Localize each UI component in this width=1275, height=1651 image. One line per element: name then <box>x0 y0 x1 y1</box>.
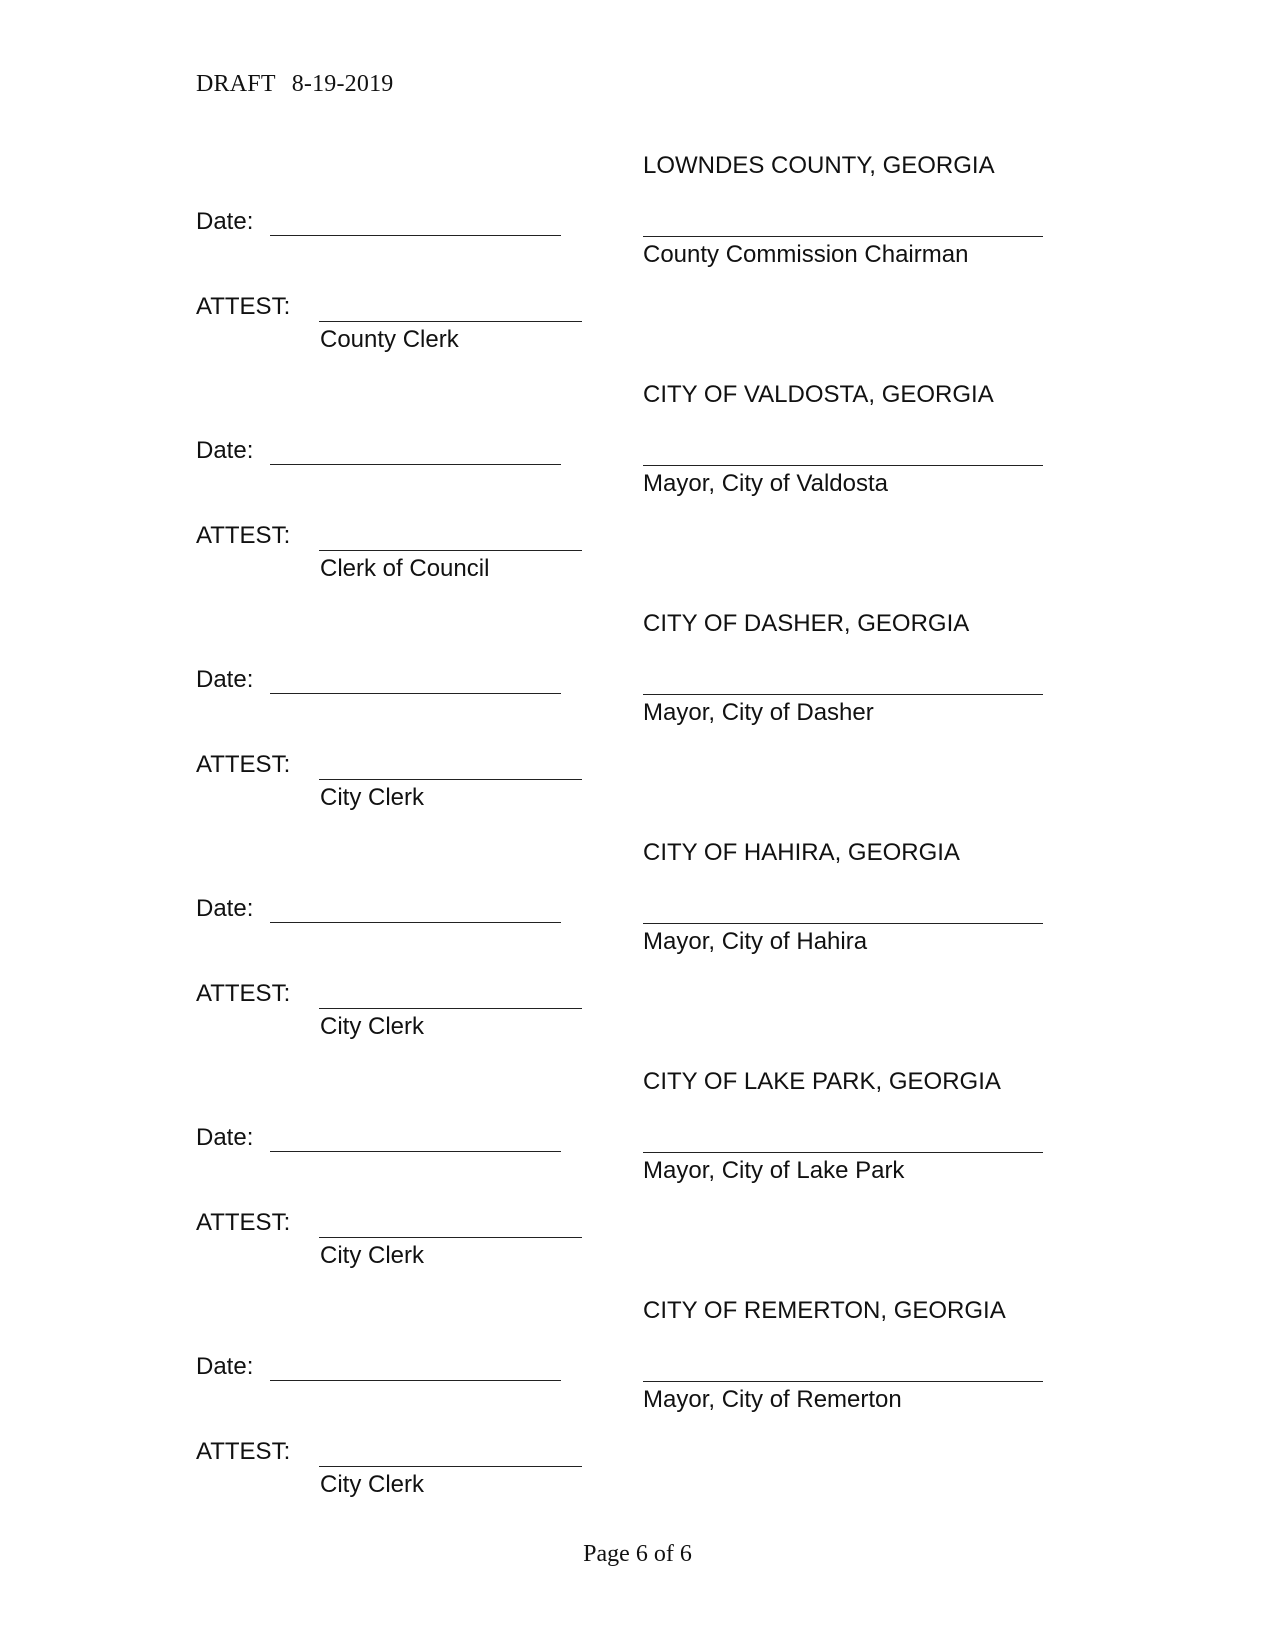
attest-signature-line[interactable] <box>319 1466 582 1467</box>
entity-heading: CITY OF DASHER, GEORGIA <box>643 610 970 637</box>
date-label: Date: <box>196 1353 254 1380</box>
signer-title: Mayor, City of Lake Park <box>643 1157 905 1184</box>
signer-title: Mayor, City of Hahira <box>643 928 868 955</box>
signature-block-lake-park <box>0 1068 1275 1297</box>
signer-signature-line[interactable] <box>643 236 1043 237</box>
attest-signature-line[interactable] <box>319 1237 582 1238</box>
entity-heading: CITY OF HAHIRA, GEORGIA <box>643 839 960 866</box>
signer-title: County Commission Chairman <box>643 241 969 268</box>
attest-signature-line[interactable] <box>319 321 582 322</box>
date-label: Date: <box>196 895 254 922</box>
entity-heading: CITY OF LAKE PARK, GEORGIA <box>643 1068 1001 1095</box>
page-number: Page 6 of 6 <box>583 1541 692 1567</box>
attest-label: ATTEST: <box>196 751 291 778</box>
attest-signature-line[interactable] <box>319 779 582 780</box>
date-signature-line[interactable] <box>270 1380 561 1381</box>
attest-signature-line[interactable] <box>319 550 582 551</box>
signer-signature-line[interactable] <box>643 694 1043 695</box>
attest-label: ATTEST: <box>196 522 291 549</box>
signer-signature-line[interactable] <box>643 923 1043 924</box>
signer-title: Mayor, City of Remerton <box>643 1386 902 1413</box>
signature-block-remerton <box>0 1297 1275 1526</box>
signer-title: Mayor, City of Valdosta <box>643 470 888 497</box>
draft-label: DRAFT <box>196 71 276 97</box>
signature-block-dasher <box>0 610 1275 839</box>
date-signature-line[interactable] <box>270 693 561 694</box>
date-label: Date: <box>196 208 254 235</box>
attest-title: City Clerk <box>320 1471 425 1498</box>
signature-block-valdosta <box>0 381 1275 610</box>
signature-block-lowndes-county <box>0 152 1275 381</box>
attest-title: City Clerk <box>320 784 425 811</box>
date-signature-line[interactable] <box>270 235 561 236</box>
attest-signature-line[interactable] <box>319 1008 582 1009</box>
entity-heading: LOWNDES COUNTY, GEORGIA <box>643 152 995 179</box>
attest-label: ATTEST: <box>196 293 291 320</box>
attest-title: Clerk of Council <box>320 555 490 582</box>
date-label: Date: <box>196 666 254 693</box>
date-signature-line[interactable] <box>270 464 561 465</box>
signer-signature-line[interactable] <box>643 1152 1043 1153</box>
attest-title: City Clerk <box>320 1013 425 1040</box>
signer-title: Mayor, City of Dasher <box>643 699 874 726</box>
attest-title: City Clerk <box>320 1242 425 1269</box>
date-signature-line[interactable] <box>270 922 561 923</box>
signature-block-hahira <box>0 839 1275 1068</box>
attest-label: ATTEST: <box>196 1438 291 1465</box>
entity-heading: CITY OF VALDOSTA, GEORGIA <box>643 381 994 408</box>
draft-date: 8-19-2019 <box>291 71 394 97</box>
date-label: Date: <box>196 1124 254 1151</box>
date-label: Date: <box>196 437 254 464</box>
signer-signature-line[interactable] <box>643 1381 1043 1382</box>
signer-signature-line[interactable] <box>643 465 1043 466</box>
attest-label: ATTEST: <box>196 980 291 1007</box>
attest-label: ATTEST: <box>196 1209 291 1236</box>
attest-title: County Clerk <box>320 326 459 353</box>
draft-header <box>196 71 393 98</box>
date-signature-line[interactable] <box>270 1151 561 1152</box>
entity-heading: CITY OF REMERTON, GEORGIA <box>643 1297 1006 1324</box>
